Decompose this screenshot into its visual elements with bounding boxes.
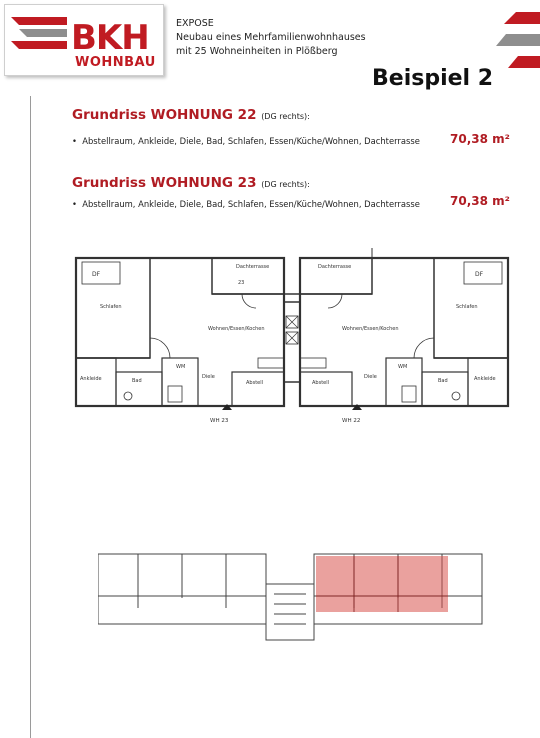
bkh-logo <box>4 4 164 76</box>
schlafen-left: Schlafen <box>100 304 122 310</box>
expose-line1: EXPOSE <box>176 18 214 29</box>
ankleide-right: Ankleide <box>474 376 496 382</box>
page-margin-rule <box>30 96 31 738</box>
entry-right: WH 22 <box>342 418 361 424</box>
site-overview-plan <box>98 548 484 642</box>
unit-22-rooms <box>72 136 420 146</box>
example-title: Beispiel 2 <box>372 66 494 91</box>
bullet-icon: • <box>72 199 83 209</box>
logo-letters: BKH <box>71 18 149 58</box>
expose-header <box>176 17 366 59</box>
floor-plan-drawing <box>72 246 512 426</box>
ankleide-left: Ankleide <box>80 376 102 382</box>
diele-right: Diele <box>364 374 377 380</box>
unit-23-note: (DG rechts): <box>261 180 310 189</box>
site-overview-drawing <box>98 548 484 642</box>
abstell-right: Abstell <box>312 380 330 386</box>
bad-right: Bad <box>438 378 448 384</box>
unit-23-rooms-text: Abstellraum, Ankleide, Diele, Bad, Schlafen, Essen/Küche/Wohnen, Dachterrasse <box>82 199 420 209</box>
floor-plan <box>72 246 512 426</box>
wohnen-right: Wohnen/Essen/Kochen <box>342 326 399 332</box>
decor-stripes-icon <box>496 12 540 82</box>
room-number: 23 <box>238 280 245 286</box>
dachterrasse-left: Dachterrasse <box>236 264 270 270</box>
unit-23-title: Grundriss WOHNUNG 23 <box>72 175 257 191</box>
unit-23-heading <box>72 175 310 191</box>
unit-22-area: 70,38 m² <box>450 132 510 146</box>
entry-left: WH 23 <box>210 418 229 424</box>
wohnen-left: Wohnen/Essen/Kochen <box>208 326 265 332</box>
bad-left: Bad <box>132 378 142 384</box>
bullet-icon: • <box>72 136 83 146</box>
df-left: DF <box>92 271 101 278</box>
diele-left: Diele <box>202 374 215 380</box>
schlafen-right: Schlafen <box>456 304 478 310</box>
expose-line2: Neubau eines Mehrfamilienwohnhauses <box>176 32 366 43</box>
unit-22-title: Grundriss WOHNUNG 22 <box>72 107 257 123</box>
unit-23-rooms <box>72 199 420 209</box>
df-right: DF <box>475 271 484 278</box>
dachterrasse-right: Dachterrasse <box>318 264 352 270</box>
highlighted-unit-area <box>316 556 448 612</box>
wm-right: WM <box>398 364 408 370</box>
abstell-left: Abstell <box>246 380 264 386</box>
unit-22-heading <box>72 107 310 123</box>
unit-23-area: 70,38 m² <box>450 194 510 208</box>
logo-word: WOHNBAU <box>75 55 156 70</box>
unit-22-note: (DG rechts): <box>261 112 310 121</box>
wm-left: WM <box>176 364 186 370</box>
unit-22-rooms-text: Abstellraum, Ankleide, Diele, Bad, Schlafen, Essen/Küche/Wohnen, Dachterrasse <box>82 136 420 146</box>
expose-line3: mit 25 Wohneinheiten in Plößberg <box>176 46 338 57</box>
